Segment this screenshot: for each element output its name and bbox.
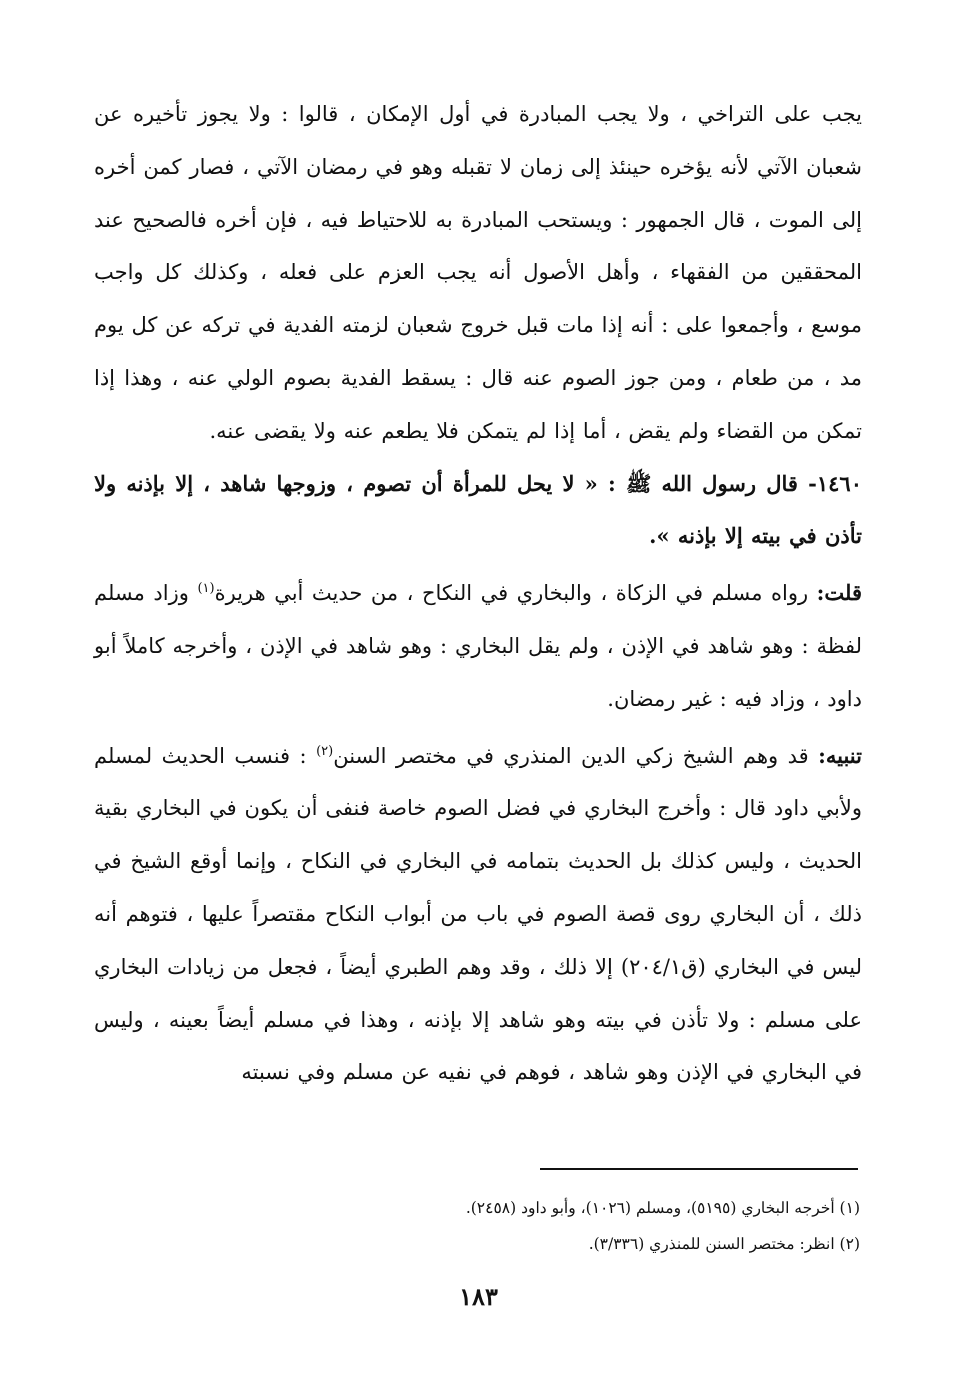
paragraph-fasting-delay: يجب على التراخي ، ولا يجب المبادرة في أول الإمكان ، قالوا : ولا يجوز تأخيره عن شعبان الآتي لأنه يؤخره حينئذ إلى زمان لا تقبله وهو في رمضان الآتي ، فصار كمن أخره إلى الموت ، قال الجمهور : ويستحب المبادرة به للاحتياط فيه ، فإن أخره فالصحيح عند المحققين من الفقهاء ، وأهل الأصول أنه يجب العزم على فعله ، وكذلك كل واجب موسع ، وأجمعوا على : أنه إذا مات قبل خروج شعبان لزمته الفدية في تركه عن كل يوم مد ، من طعام ، ومن جوز الصوم عنه قال : يسقط الفدية بصوم الولي عنه ، وهذا إذا تمكن من القضاء ولم يقض ، أما إذا لم يتمكن فلا يطعم عنه ولا يقضى عنه. bbox=[94, 102, 862, 443]
qultu-text-a: رواه مسلم في الزكاة ، والبخاري في النكاح ، من حديث أبي هريرة bbox=[214, 581, 817, 606]
tanbih-text-b: : فنسب الحديث لمسلم ولأبي داود قال : وأخرج البخاري في فضل الصوم خاصة فنفى أن يكون في البخاري بقية الحديث ، وليس كذلك بل الحديث بتمامه في البخاري في النكاح ، وإنما أوقع الشيخ في ذلك ، أن البخاري روى قصة الصوم في باب من أبواب النكاح مقتصراً عليها ، فتوهم أنه ليس في البخاري (ق٢٠٤/١) إلا ذلك ، وقد وهم الطبري أيضاً ، فجعل من زيادات البخاري على مسلم : ولا تأذن في بيته وهو شاهد إلا بإذنه ، وهذا في مسلم أيضاً بعينه ، وليس في البخاري في الإذن وهو شاهد ، فوهم في نفيه عن مسلم وفي نسبته bbox=[94, 743, 863, 1085]
tanbih-text-a: قد وهم الشيخ زكي الدين المنذري في مختصر السنن bbox=[333, 743, 819, 768]
footnotes bbox=[100, 1190, 860, 1262]
qultu-label: قلت: bbox=[816, 580, 863, 606]
paragraph-qultu bbox=[94, 567, 862, 725]
footnote-ref-1[interactable]: (١) bbox=[197, 581, 215, 597]
hadith-1460: ١٤٦٠- قال رسول الله ﷺ : « لا يحل للمرأة أن تصوم ، وزوجها شاهد ، إلا بإذنه ولا تأذن في بيته إلا بإذنه ». bbox=[94, 470, 862, 549]
page-number: ١٨٣ bbox=[459, 1282, 498, 1311]
paragraph-tanbih bbox=[94, 730, 862, 1100]
qultu-text-b: وزاد مسلم لفظة : وهو شاهد في الإذن ، ولم يقل البخاري : وهو شاهد في الإذن ، وأخرجه كاملاً أبو داود ، وزاد فيه : غير رمضان. bbox=[94, 581, 862, 711]
tanbih-label: تنبيه: bbox=[818, 742, 862, 768]
footnote-ref-2[interactable]: (٢) bbox=[316, 743, 334, 759]
main-text bbox=[94, 88, 862, 1099]
footnote-1: (١) أخرجه البخاري (٥١٩٥)، ومسلم (١٠٢٦)، وأبو داود (٢٤٥٨). bbox=[465, 1199, 860, 1217]
footnote-separator bbox=[540, 1168, 858, 1170]
footnote-2: (٢) انظر: مختصر السنن للمنذري (٣/٣٣٦). bbox=[588, 1235, 860, 1253]
